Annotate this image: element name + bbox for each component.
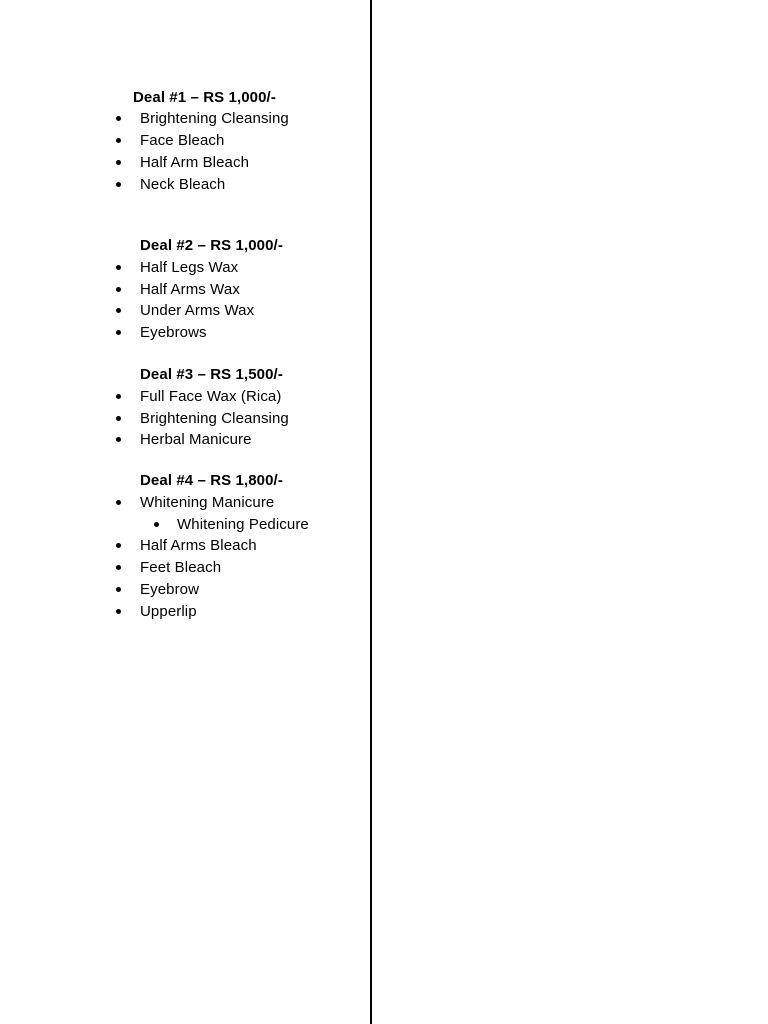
deal-2-item: Eyebrows [140,324,207,341]
deal-3-heading: Deal #3 – RS 1,500/- [140,366,283,383]
page-divider-line [370,0,372,1024]
deal-3-item: Brightening Cleansing [140,410,289,427]
deal-4-heading: Deal #4 – RS 1,800/- [140,472,283,489]
deal-4-item: Upperlip [140,603,197,620]
deal-1-item: Half Arm Bleach [140,154,250,171]
deal-4-item: Eyebrow [140,581,200,598]
deal-4-item: Half Arms Bleach [140,537,257,554]
bullet-icon [116,416,121,421]
deal-1-item: Face Bleach [140,132,225,149]
bullet-icon [116,182,121,187]
deal-3-item: Herbal Manicure [140,431,252,448]
deal-2-heading: Deal #2 – RS 1,000/- [140,237,283,254]
bullet-icon [116,116,121,121]
bullet-icon [154,522,159,527]
bullet-icon [116,330,121,335]
deal-4-subitem: Whitening Pedicure [177,516,309,533]
deal-2-item: Half Arms Wax [140,281,240,298]
deal-1-item: Brightening Cleansing [140,110,289,127]
bullet-icon [116,394,121,399]
deal-2-item: Under Arms Wax [140,302,255,319]
bullet-icon [116,543,121,548]
bullet-icon [116,565,121,570]
bullet-icon [116,500,121,505]
deal-4-item: Feet Bleach [140,559,222,576]
bullet-icon [116,160,121,165]
bullet-icon [116,609,121,614]
deal-4-item: Whitening Manicure [140,494,275,511]
bullet-icon [116,308,121,313]
deal-3-item: Full Face Wax (Rica) [140,388,282,405]
bullet-icon [116,587,121,592]
bullet-icon [116,437,121,442]
bullet-icon [116,287,121,292]
bullet-icon [116,265,121,270]
deal-1-heading: Deal #1 – RS 1,000/- [133,89,276,106]
deal-1-item: Neck Bleach [140,176,226,193]
bullet-icon [116,138,121,143]
deal-2-item: Half Legs Wax [140,259,239,276]
